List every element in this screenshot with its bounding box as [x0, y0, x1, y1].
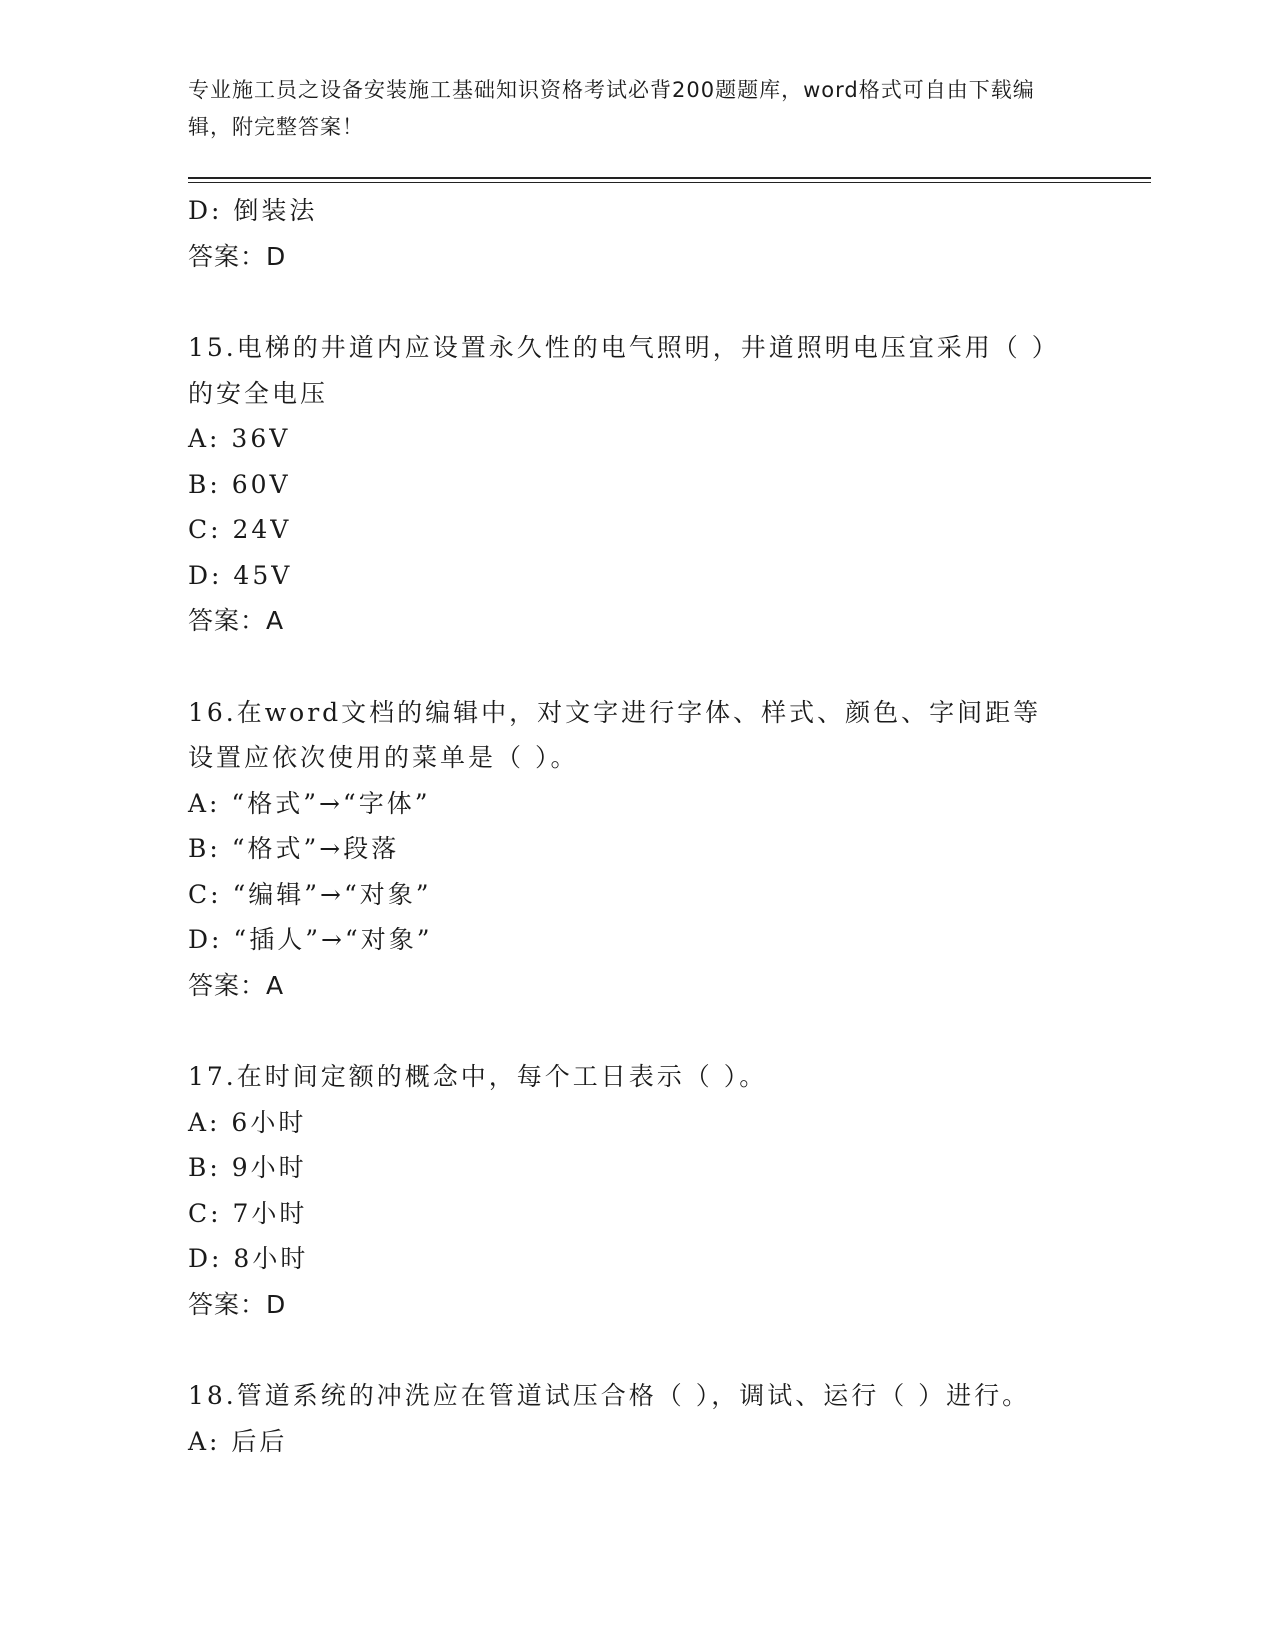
q18-option-a: A: 后后: [188, 1426, 288, 1456]
q14-option-d: D: 倒装法: [188, 196, 318, 225]
document-body: [188, 188, 1068, 1464]
q16-question: 16.在word文档的编辑中，对文字进行字体、样式、颜色、字间距等设置应依次使用的菜单是（ ）。: [188, 697, 1042, 772]
q15-answer: 答案：A: [188, 606, 285, 635]
q15-option-b: B: 60V: [188, 469, 291, 499]
q16-option-c: C: “编辑”→“对象”: [188, 879, 432, 909]
q18-question: 18.管道系统的冲洗应在管道试压合格（ ），调试、运行（ ）进行。: [188, 1381, 1031, 1410]
q14-answer: 答案：D: [188, 241, 287, 271]
document-header: [188, 72, 1068, 146]
q16-option-b: B: “格式”→段落: [188, 834, 400, 863]
spacer: [188, 1008, 1068, 1054]
header-divider: [188, 177, 1151, 179]
header-title: 专业施工员之设备安装施工基础知识资格考试必背200题题库，word格式可自由下载编辑，附完整答案！: [188, 78, 1035, 139]
q16-option-a: A: “格式”→“字体”: [188, 788, 431, 818]
q17-question: 17.在时间定额的概念中，每个工日表示（ ）。: [188, 1062, 768, 1091]
q15-option-c: C: 24V: [188, 515, 292, 544]
q15-option-a: A: 36V: [188, 424, 291, 453]
q15-option-d: D: 45V: [188, 560, 293, 590]
q17-answer: 答案：D: [188, 1289, 287, 1319]
q16-option-d: D: “插人”→“对象”: [188, 925, 433, 954]
q17-option-d: D: 8小时: [188, 1244, 309, 1273]
spacer: [188, 644, 1068, 690]
q17-option-c: C: 7小时: [188, 1198, 308, 1228]
spacer: [188, 279, 1068, 325]
header-divider-thin: [188, 182, 1151, 183]
spacer: [188, 1327, 1068, 1373]
q17-option-a: A: 6小时: [188, 1107, 307, 1137]
q17-option-b: B: 9小时: [188, 1153, 307, 1182]
q16-answer: 答案：A: [188, 970, 285, 1000]
q15-question: 15.电梯的井道内应设置永久性的电气照明，井道照明电压宜采用（ ）的安全电压: [188, 333, 1048, 408]
